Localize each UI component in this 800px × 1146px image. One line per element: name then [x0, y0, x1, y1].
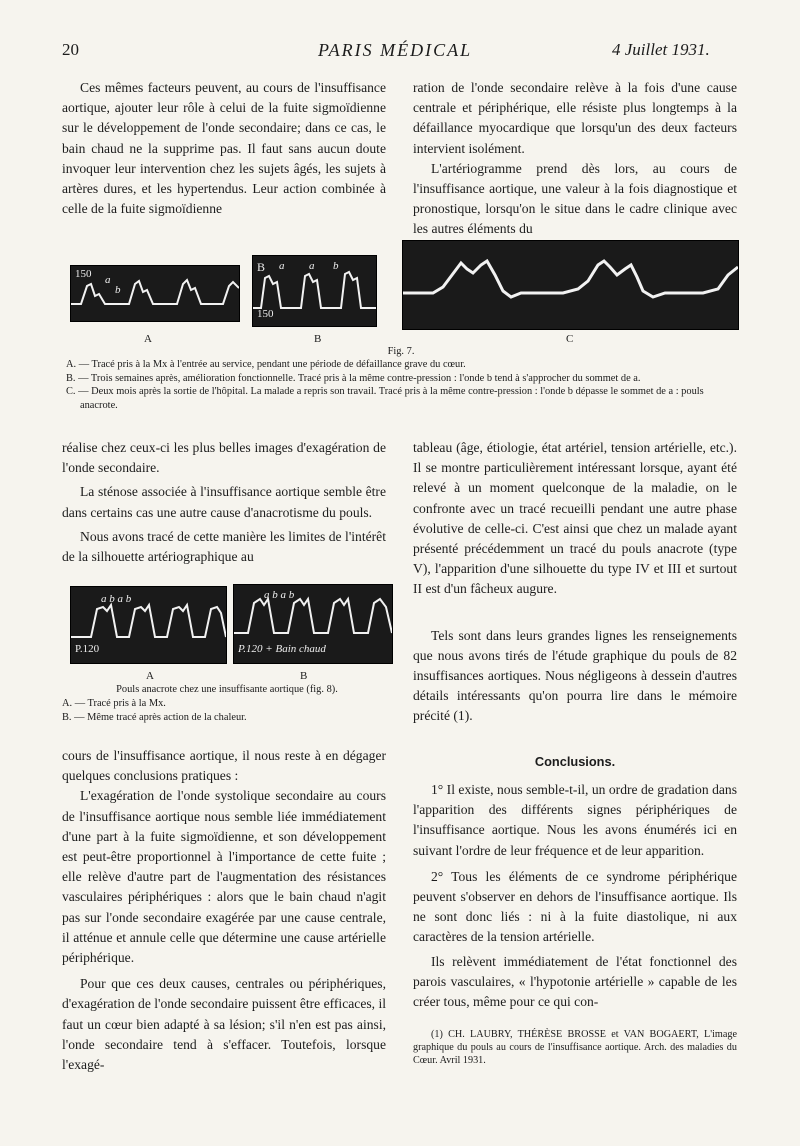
trace-label: 150 — [257, 308, 274, 320]
figure-8-label-b: B — [300, 670, 308, 682]
paragraph: Tels sont dans leurs grandes lignes les renseignements que nous avons tirés de l'étude graphique du pouls de 82 insuffisances aortiques. Nous négligeons à dessein d'autres détails intéressants qu'on pourra lire dans le mémoire précité (1). — [413, 627, 737, 724]
figure-8-label-a: A — [146, 670, 154, 682]
paragraph: Ces mêmes facteurs peuvent, au cours de l'insuffisance aortique, ajouter leur rôle à celui de la fuite sigmoïdienne sur le développement de l'onde secondaire; dans ce cas, le bain chaud ne la supprime pas. Il faut sans aucun doute invoquer leur intervention chez les sujets âgés, les sujets à artères dures, et les hypertendus. Leur action combinée à celle de la fuite sigmoïdienne — [62, 80, 386, 217]
paragraph: cours de l'insuffisance aortique, il nous reste à en dégager quelques conclusions pratiques : — [62, 748, 386, 784]
paragraph: L'exagération de l'onde systolique secondaire au cours de l'insuffisance aortique nous semble liée immédiatement d'une part à la fuite sigmoïdienne, et son développement est peut-être proportionnel à l'importance de cette fuite ; elle relève d'autre part de l'augmentation des résistances vasculaires périphériques : alors que le bain chaud n'agit pas sur l'onde secondaire exagérée par une cause centrale, il atténue et annule celle que détermine une cause artérielle périphérique. — [62, 788, 386, 966]
figure-8-caption-b: B. — Même tracé après action de la chaleur. — [62, 712, 247, 723]
caption-line: A. — Tracé pris à la Mx à l'entrée au service, pendant une période de défaillance grave du cœur. — [66, 359, 466, 371]
paragraph: Pour que ces deux causes, centrales ou périphériques, d'exagération de l'onde secondaire puissent être efficaces, il faut un cœur bien adapté à sa lésion; s'il n'en est pas ainsi, l'onde secondaire tend à s'effacer. Toutefois, lorsque l'exagé- — [62, 976, 386, 1073]
paragraph: 1° Il existe, nous semble-t-il, un ordre de gradation dans l'apparition des différents signes périphériques de l'insuffisance aortique. Nous les avons énumérés ici en suivant l'ordre de leur fréquence et de leur apparition. — [413, 782, 737, 858]
figure-8b-trace — [233, 584, 393, 664]
figure-8a-trace — [70, 586, 227, 664]
figure-7-label-b: B — [314, 333, 322, 345]
trace-label: b — [333, 260, 339, 272]
figure-7-label-c: C — [566, 333, 574, 345]
column-left-top — [62, 78, 386, 219]
issue-date: 4 Juillet 1931. — [612, 40, 710, 59]
figure-8-caption-a: A. — Tracé pris à la Mx. — [62, 698, 166, 709]
paragraph: L'artériogramme prend dès lors, au cours de l'insuffisance aortique, une valeur à la fois diagnostique et pronostique, lorsqu'on le situe dans le cadre clinique avec les autres éléments du — [413, 160, 737, 237]
caption-line: B. — Trois semaines après, amélioration fonctionnelle. Tracé pris à la même contre-pression : l'onde b tend à s'approcher du sommet de a. — [66, 372, 641, 384]
trace-label: a — [279, 260, 285, 272]
paragraph: réalise chez ceux-ci les plus belles images d'exagération de l'onde secondaire. — [62, 440, 386, 476]
paragraph: La sténose associée à l'insuffisance aortique semble être dans certains cas une autre cause d'anacrotisme du pouls. — [62, 484, 386, 520]
column-right-bottom — [413, 780, 737, 1012]
column-right-top — [413, 78, 737, 240]
footnote-text: (1) CH. LAUBRY, THÉRÈSE BROSSE et VAN BOGAERT, L'image graphique du pouls au cours de l'insuffisance aortique. Arch. des maladies du Cœur. Avril 1931. — [413, 1029, 737, 1067]
paragraph: 2° Tous les éléments de ce syndrome périphérique peuvent s'observer en dehors de l'insuffisance aortique. Ils ne sont donc liés : ni à la fuite diastolique, ni aux caractères de la tension artérielle. — [413, 868, 737, 945]
trace-label: a — [105, 274, 111, 286]
figure-7a-trace — [70, 265, 240, 322]
figure-7-caption — [66, 345, 736, 412]
trace-label: b — [115, 284, 121, 296]
column-right-middle — [413, 438, 737, 727]
trace-label: a — [309, 260, 315, 272]
conclusions-heading: Conclusions. — [534, 754, 616, 769]
column-left-middle — [62, 438, 386, 567]
trace-label: P.120 + Bain chaud — [238, 643, 326, 655]
figure-7c-trace — [402, 240, 739, 330]
caption-line: C. — Deux mois après la sortie de l'hôpital. La malade a repris son travail. Tracé pris à la même contre-pression : l'onde b dépasse le sommet de a : pouls anacrote. — [66, 386, 704, 411]
figure-7-title: Fig. 7. — [387, 346, 415, 357]
footnote — [413, 1028, 737, 1068]
trace-label: B — [257, 260, 266, 274]
figure-7b-trace — [252, 255, 377, 327]
page-number: 20 — [62, 40, 79, 59]
paragraph: Nous avons tracé de cette manière les limites de l'intérêt de la silhouette artériographique au — [62, 528, 386, 565]
trace-label: P.120 — [75, 643, 100, 655]
trace-label: a b a b — [264, 589, 295, 601]
paragraph: tableau (âge, étiologie, état artériel, tension artérielle, etc.). Il se montre particulièrement intéressant lorsque, ayant été relevé à un moment quelconque de la maladie, on le confronte avec un tracé recueilli pendant une autre phase évolutive de celle-ci. C'est ainsi que chez un malade ayant présenté précédemment un tracé du pouls anacrote (type V), l'apparition d'une silhouette du type IV et III et surtout II est d'un fâcheux augure. — [413, 440, 737, 597]
figure-8-title: Pouls anacrote chez une insuffisante aortique (fig. 8). — [116, 684, 338, 695]
trace-label: a b a b — [101, 593, 132, 605]
column-left-bottom — [62, 746, 386, 1075]
journal-title: PARIS MÉDICAL — [318, 40, 473, 60]
paragraph: ration de l'onde secondaire relève à la fois d'une cause centrale et périphérique, elle résiste plus longtemps à la défaillance myocardique que lorsqu'un des deux facteurs intervient isolément. — [413, 80, 737, 156]
trace-label: 150 — [75, 268, 92, 280]
figure-7-label-a: A — [144, 333, 152, 345]
paragraph: Ils relèvent immédiatement de l'état fonctionnel des parois vasculaires, « l'hypotonie artérielle » capable de les créer tous, même pour ce qui con- — [413, 953, 737, 1010]
